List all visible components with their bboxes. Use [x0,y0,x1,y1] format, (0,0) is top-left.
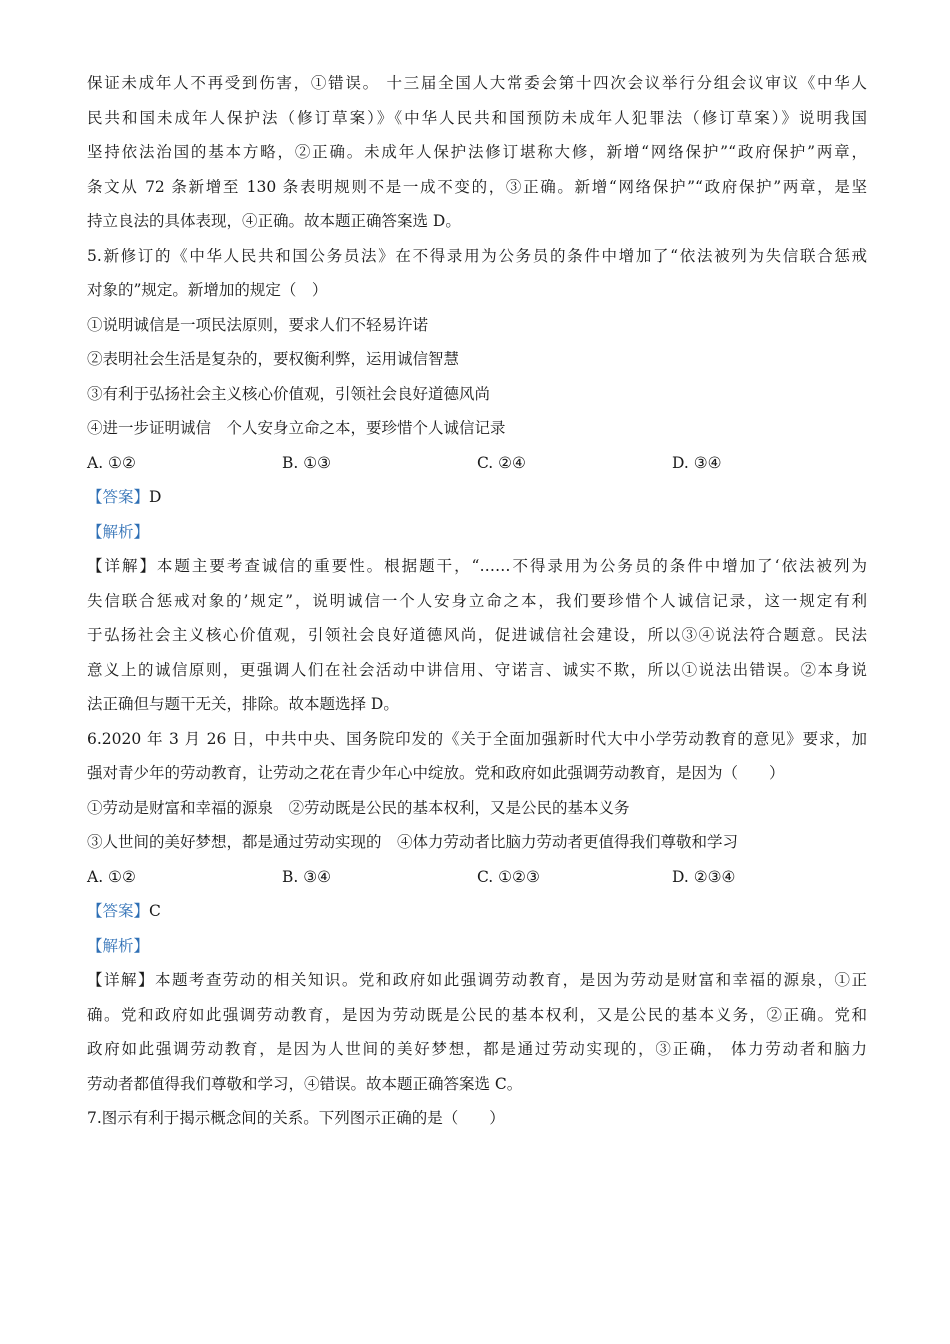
statement-item: ③人世间的美好梦想，都是通过劳动实现的 ④体力劳动者比脑力劳动者更值得我们尊敬和学习 [87,833,739,851]
answer-line [87,894,867,929]
detail-line: 政府如此强调劳动教育，是因为人世间的美好梦想，都是通过劳动实现的，③正确， 体力劳动者和脑力 [87,1040,867,1058]
detail-line: 法正确但与题干无关，排除。故本题选择 D。 [87,695,399,713]
statement-item: ①说明诚信是一项民法原则，要求人们不轻易许诺 [87,315,429,334]
answer-tag: 【答案】 [87,488,150,506]
option-c: C. ①②③ [477,867,540,886]
detail-line: 失信联合惩戒对象的’规定”，说明诚信一个人安身立命之本，我们要珍惜个人诚信记录，这一规定有利 [87,591,867,610]
document-page [87,66,867,1136]
answer-options [87,860,867,895]
answer-line [87,480,867,515]
question-stem: 6.2020 年 3 月 26 日，中共中央、国务院印发的《关于全面加强新时代大中小学劳动教育的意见》要求，加 [87,729,867,748]
detail-line: 劳动者都值得我们尊敬和学习，④错误。故本题正确答案选 C。 [87,1074,523,1093]
statement-item: ①劳动是财富和幸福的源泉 ②劳动既是公民的基本权利，又是公民的基本义务 [87,798,630,817]
question-stem: 5.新修订的《中华人民共和国公务员法》在不得录用为公务员的条件中增加了“依法被列为失信联合惩戒 [87,246,867,265]
detail-line: 确。党和政府如此强调劳动教育，是因为劳动既是公民的基本权利，又是公民的基本义务，②正确。党和 [87,1005,867,1024]
statement-item: ④进一步证明诚信 个人安身立命之本，要珍惜个人诚信记录 [87,419,506,437]
detail-line: 意义上的诚信原则，更强调人们在社会活动中讲信用、守诺言、诚实不欺，所以①说法出错误。②本身说 [87,660,867,679]
detail-line [87,963,867,998]
detail-tag: 【详解】 [87,557,157,575]
question-stem: 对象的”规定。新增加的规定（ ） [87,281,328,299]
text-line: 坚持依法治国的基本方略，②正确。未成年人保护法修订堪称大修，新增“网络保护”“政府保护”两章， [87,143,867,161]
option-d: D. ②③④ [672,867,736,886]
question-5 [87,239,867,722]
analysis-tag: 【解析】 [87,522,150,541]
detail-text: 本题主要考查诚信的重要性。根据题干，“……不得录用为公务员的条件中增加了‘依法被列为 [156,557,867,575]
detail-tag: 【详解】 [87,971,155,989]
option-c: C. ②④ [477,453,526,472]
question-stem: 7.图示有利于揭示概念间的关系。下列图示正确的是（ ） [87,1109,505,1127]
statement-item: ③有利于弘扬社会主义核心价值观，引领社会良好道德风尚 [87,384,491,403]
option-b: B. ③④ [282,867,332,886]
question-6 [87,722,867,1102]
option-d: D. ③④ [672,453,722,472]
detail-line [87,549,867,584]
analysis-tag: 【解析】 [87,936,150,955]
question-stem: 强对青少年的劳动教育，让劳动之花在青少年心中绽放。党和政府如此强调劳动教育，是因为（ ） [87,764,785,782]
prev-explanation [87,66,867,239]
detail-text: 本题考查劳动的相关知识。党和政府如此强调劳动教育，是因为劳动是财富和幸福的源泉，①正 [154,971,867,989]
answer-tag: 【答案】 [87,902,150,920]
detail-line: 于弘扬社会主义核心价值观，引领社会良好道德风尚，促进诚信社会建设，所以③④说法符合题意。民法 [87,626,867,644]
question-7 [87,1101,867,1136]
option-a: A. ①② [87,867,136,886]
answer-options [87,446,867,481]
text-line: 保证未成年人不再受到伤害，①错误。 十三届全国人大常委会第十四次会议举行分组会议审议《中华人 [87,74,867,92]
text-line: 民共和国未成年人保护法（修订草案）》《中华人民共和国预防未成年人犯罪法（修订草案）》说明我国 [87,108,867,127]
text-line: 持立良法的具体表现，④正确。故本题正确答案选 D。 [87,212,461,230]
text-line: 条文从 72 条新增至 130 条表明规则不是一成不变的，③正确。新增“网络保护”“政府保护”两章，是坚 [87,177,867,196]
answer-value: D [149,488,162,506]
option-b: B. ①③ [282,453,332,472]
option-a: A. ①② [87,453,136,472]
statement-item: ②表明社会生活是复杂的，要权衡利弊，运用诚信智慧 [87,350,460,368]
answer-value: C [149,902,161,920]
